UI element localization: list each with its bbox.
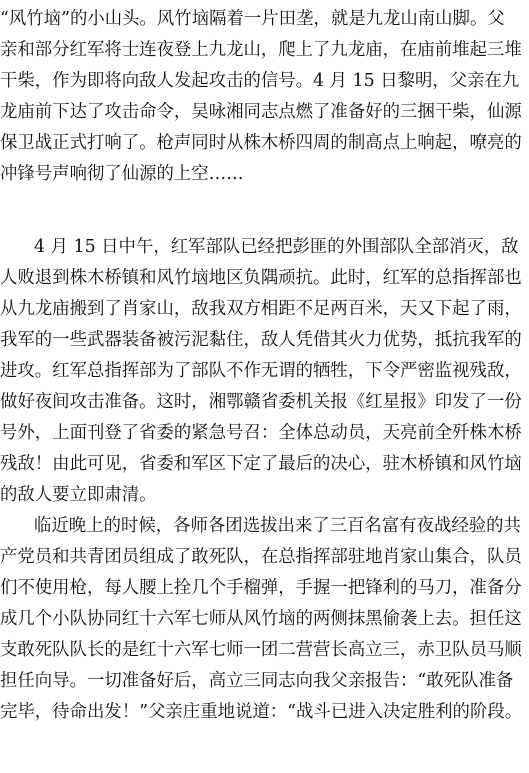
text-line: 从九龙庙搬到了肖家山，敌我双方相距不足两百米，天又下起了雨， [0,299,522,319]
paragraph-first-line: 4 月 15 日中午，红军部队已经把彭匪的外围部队全部消灭，敌 [34,237,519,257]
text-line: 号外，上面刊登了省委的紧急号召：全体总动员，天亮前全歼株木桥 [0,423,522,443]
text-line: 保卫战正式打响了。枪声同时从株木桥四周的制高点上响起，嘹亮的 [0,133,522,153]
text-line: 支敢死队队长的是红十六军七师一团二营营长高立三，赤卫队员马顺 [0,640,522,660]
text-line: 完毕，待命出发！”父亲庄重地说道：“战斗已进入决定胜利的阶段。 [0,702,523,722]
text-line: 亲和部分红军将士连夜登上九龙山，爬上了九龙庙，在庙前堆起三堆 [0,40,522,60]
text-line: 做好夜间攻击准备。这时，湘鄂赣省委机关报《红星报》印发了一份 [0,392,522,412]
text-line: 的敌人要立即肃清。 [0,485,157,505]
text-line: “风竹垴”的小山头。风竹垴隔着一片田垄，就是九龙山南山脚。父 [0,9,505,29]
text-line: 龙庙前下达了攻击命令，吴咏湘同志点燃了准备好的三捆干柴，仙源 [0,102,522,122]
text-line: 担任向导。一切准备好后，高立三同志向我父亲报告：“敢死队准备 [0,671,514,691]
text-line: 冲锋号声响彻了仙源的上空…… [0,164,244,184]
text-line: 残敌！由此可见，省委和军区下定了最后的决心，驻木桥镇和风竹垴 [0,454,522,474]
text-line: 成几个小队协同红十六军七师从风竹垴的两侧抹黑偷袭上去。担任这 [0,609,522,629]
paragraph-first-line: 临近晚上的时候，各师各团选拔出来了三百名富有夜战经验的共 [34,516,521,536]
text-line: 人败退到株木桥镇和风竹垴地区负隅顽抗。此时，红军的总指挥部也 [0,268,522,288]
text-line: 产党员和共青团员组成了敢死队，在总指挥部驻地肖家山集合，队员 [0,547,522,567]
text-line: 干柴，作为即将向敌人发起攻击的信号。4 月 15 日黎明，父亲在九 [0,71,520,91]
text-line: 我军的一些武器装备被污泥黏住，敌人凭借其火力优势，抵抗我军的 [0,330,522,350]
text-line: 进攻。红军总指挥部为了部队不作无谓的牺牲，下令严密监视残敌， [0,361,522,381]
text-line: 们不使用枪，每人腰上拴几个手榴弹，手握一把锋利的马刀，准备分 [0,578,522,598]
